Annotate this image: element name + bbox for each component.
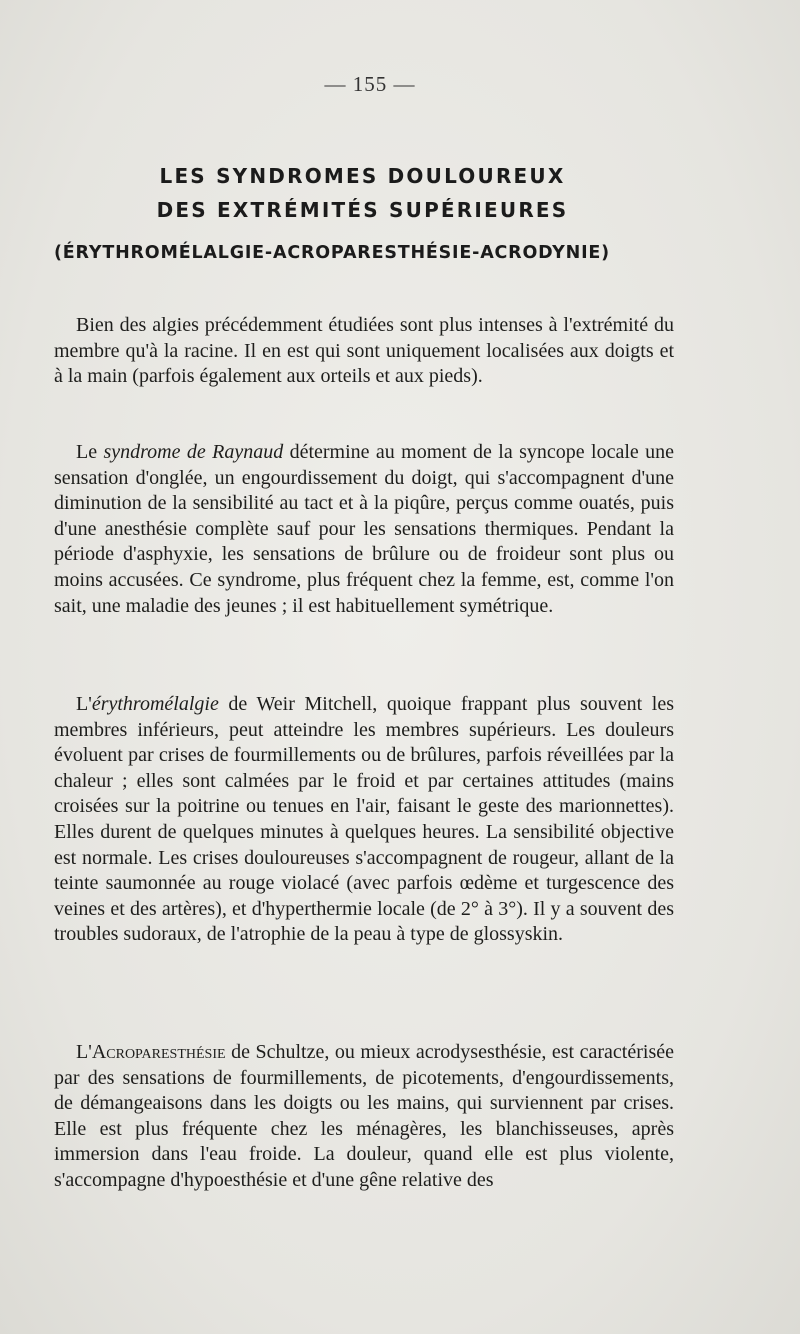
paragraph-acroparesthesie-start: L' — [76, 1041, 92, 1063]
paragraph-intro-text: Bien des algies précédemment étudiées sont plus intenses à l'extrémité du membre qu'à la racine. Il en est qui sont uniquement localisées aux doigts et à la main (parfois également aux orteils et aux pieds). — [54, 314, 674, 388]
paragraph-acroparesthesie — [54, 1040, 674, 1194]
term-erythromelalgie: érythromélalgie — [91, 693, 219, 715]
paragraph-raynaud — [54, 440, 674, 619]
paragraph-raynaud-text: détermine au moment de la syncope locale une sensation d'onglée, un engourdissement du doigt, qui s'accompagnent d'une diminution de la sensibilité au tact et à la piqûre, perçus comme ouatés, puis d'une anesthésie complète sauf pour les sensations thermiques. Pendant la période d'asphyxie, les sensations de brûlure ou de froideur sont plus ou moins accusées. Ce syndrome, plus fréquent chez la femme, est, comme l'on sait, une maladie des jeunes ; il est habituellement symétrique. — [54, 441, 674, 617]
paragraph-intro — [54, 313, 674, 390]
chapter-subtitle: (ÉRYTHROMÉLALGIE-ACROPARESTHÉSIE-ACRODYNIE) — [54, 243, 610, 263]
page-number: — 155 — — [324, 72, 416, 96]
term-acroparesthesie: Acroparesthésie — [91, 1041, 226, 1063]
term-syndrome-raynaud: syndrome de Raynaud — [103, 441, 284, 463]
paragraph-erythromelalgie-start: L' — [76, 693, 92, 715]
paragraph-erythromelalgie-text: de Weir Mitchell, quoique frappant plus souvent les membres inférieurs, peut atteindre les membres supérieurs. Les douleurs évoluent par crises de fourmillements ou de brûlures, parfois réveillées par la chaleur ; elles sont calmées par le froid et par certaines attitudes (mains croisées sur la poitrine ou tenues en l'air, faisant le geste des marionnettes). Elles durent de quelques minutes à quelques heures. La sensibilité objective est normale. Les crises douloureuses s'accompagnent de rougeur, allant de la teinte saumonnée au rouge violacé (avec parfois œdème et turgescence des veines et des artères), et d'hyperthermie locale (de 2° à 3°). Il y a souvent des troubles sudoraux, de l'atrophie de la peau à type de glossyskin. — [54, 693, 674, 946]
paragraph-acroparesthesie-text: de Schultze, ou mieux acrodysesthésie, est caractérisée par des sensations de fourmillements, de picotements, d'engourdissements, de démangeaisons dans les doigts ou les mains, qui surviennent par crises. Elle est plus fréquente chez les ménagères, les blanchisseuses, après immersion dans l'eau froide. La douleur, quand elle est plus violente, s'accompagne d'hypoesthésie et d'une gêne relative des — [54, 1041, 674, 1191]
paragraph-raynaud-start: Le — [76, 441, 104, 463]
paragraph-erythromelalgie — [54, 692, 674, 948]
chapter-title-line-1: LES SYNDROMES DOULOUREUX — [159, 164, 566, 188]
chapter-title-line-2: DES EXTRÉMITÉS SUPÉRIEURES — [156, 198, 569, 222]
